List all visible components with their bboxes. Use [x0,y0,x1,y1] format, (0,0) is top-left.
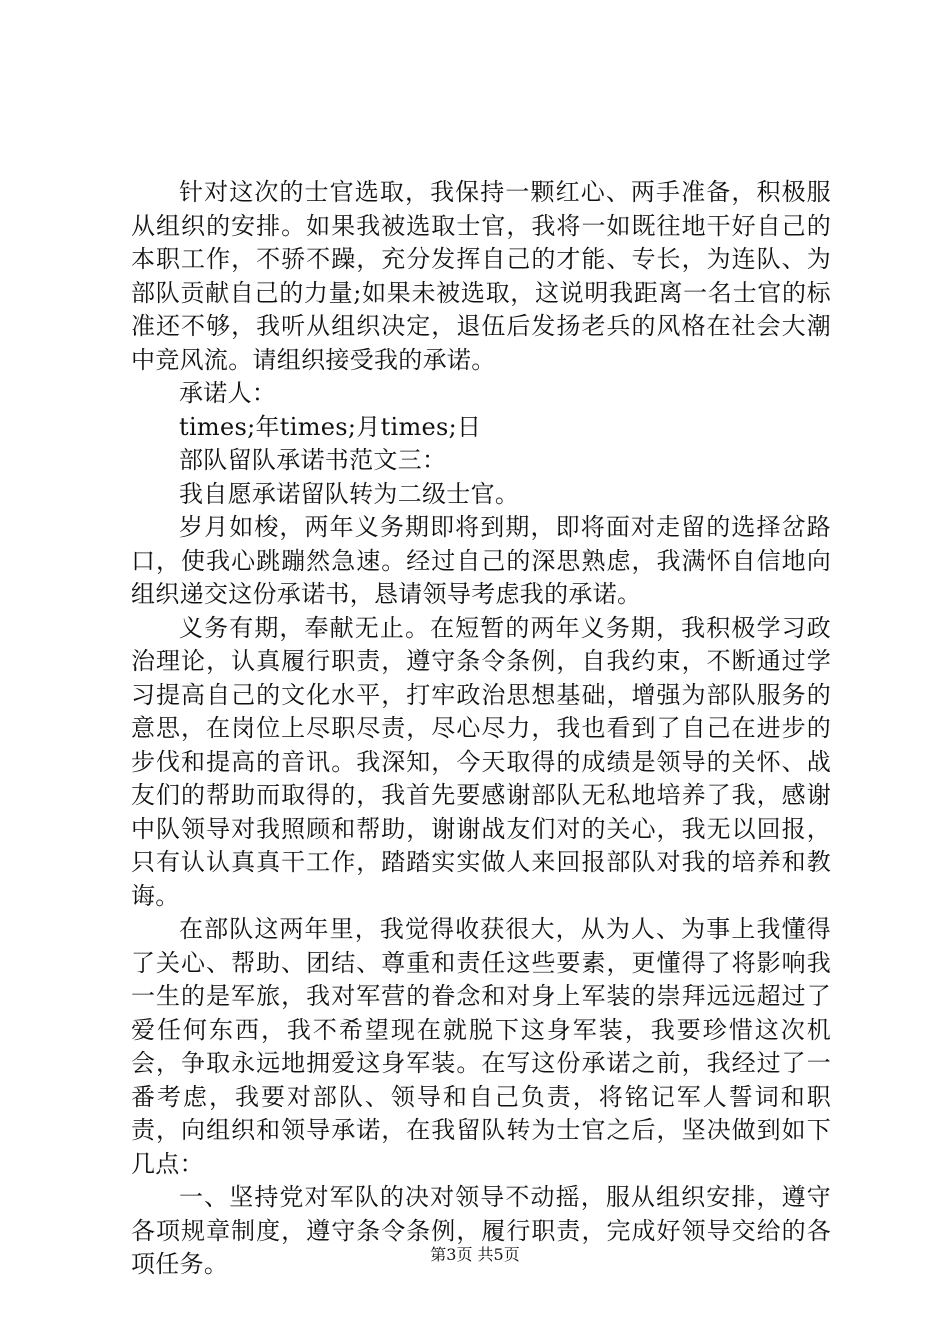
paragraph-duty-period: 义务有期，奉献无止。在短暂的两年义务期，我积极学习政治理论，认真履行职责，遵守条令条例，自我约束，不断通过学习提高自己的文化水平，打牢政治思想基础，增强为部队服务的意思，在岗位上尽职尽责，尽心尽力，我也看到了自己在进步的步伐和提高的音讯。我深知，今天取得的成绩是领导的关怀、战友们的帮助而取得的，我首先要感谢部队无私地培养了我，感谢中队领导对我照顾和帮助，谢谢战友们对的关心，我无以回报，只有认认真真干工作，踏踏实实做人来回报部队对我的培养和教诲。 [131,613,831,910]
paragraph-sample-heading: 部队留队承诺书范文三： [179,446,447,474]
paragraph-selection-commitment: 针对这次的士官选取，我保持一颗红心、两手准备，积极服从组织的安排。如果我被选取士官，我将一如既往地干好自己的本职工作，不骄不躁，充分发挥自己的才能、专长，为连队、为部队贡献自己的力量;如果未被选取，这说明我距离一名士官的标准还不够，我听从组织决定，退伍后发扬老兵的风格在社会大潮中竞风流。请组织接受我的承诺。 [131,178,831,374]
document-body [131,176,831,1282]
paragraph-voluntary-statement: 我自愿承诺留队转为二级士官。 [179,479,520,508]
page-number-footer: 第3页 共5页 [430,1245,520,1264]
paragraph-date-line: times;年times;月times;日 [179,412,482,441]
paragraph-two-years-gains: 在部队这两年里，我觉得收获很大，从为人、为事上我懂得了关心、帮助、团结、尊重和责任这些要素，更懂得了将影响我一生的是军旅，我对军营的眷念和对身上军装的崇拜远远超过了爱任何东西，我不希望现在就脱下这身军装，我要珍惜这次机会，争取永远地拥爱这身军装。在写这份承诺之前，我经过了一番考虑，我要对部队、领导和自己负责，将铭记军人誓词和职责，向组织和领导承诺，在我留队转为士官之后，坚决做到如下几点： [131,915,831,1178]
paragraph-point-one: 一、坚持党对军队的决对领导不动摇，服从组织安排，遵守各项规章制度，遵守条令条例，履行职责，完成好领导交给的各项任务。 [131,1183,831,1278]
paragraph-signatory: 承诺人： [179,379,277,407]
paragraph-time-flies: 岁月如梭，两年义务期即将到期，即将面对走留的选择岔路口，使我心跳蹦然急速。经过自己的深思熟虑，我满怀自信地向组织递交这份承诺书，恳请领导考虑我的承诺。 [131,513,831,608]
